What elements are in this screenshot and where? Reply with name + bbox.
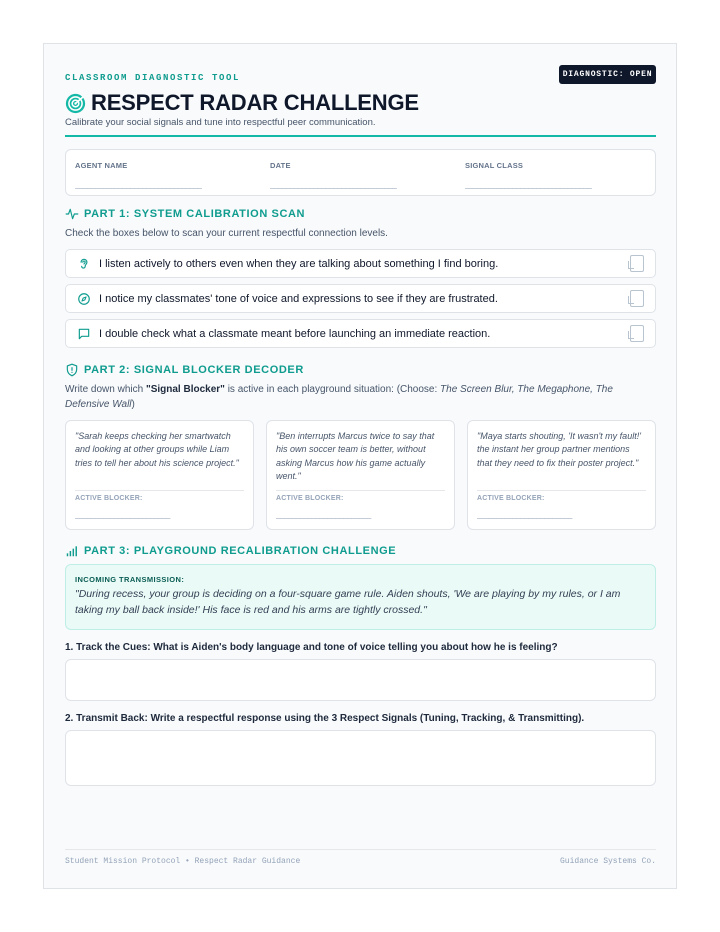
agent-name-line[interactable]: ________________________________ [75, 180, 202, 189]
part1-instructions: Check the boxes below to scan your current respectful connection levels. [65, 228, 388, 239]
checklist-item-text: I double check what a classmate meant before launching an immediate reaction. [99, 327, 491, 340]
part1-title: PART 1: SYSTEM CALIBRATION SCAN [84, 208, 306, 220]
active-blocker-label: ACTIVE BLOCKER: [477, 495, 545, 502]
card-divider [477, 490, 646, 491]
active-blocker-label: ACTIVE BLOCKER: [75, 495, 143, 502]
signal-blocker-term: "Signal Blocker" [145, 384, 225, 395]
checkbox[interactable] [630, 325, 644, 342]
card-divider [276, 490, 445, 491]
page-subtitle: Calibrate your social signals and tune into respectful peer communication. [65, 117, 376, 128]
active-blocker-answer-line[interactable]: ________________________ [477, 510, 572, 519]
question-2: 2. Transmit Back: Write a respectful response using the 3 Respect Signals (Tuning, Tracking, & Transmitting). [65, 713, 585, 724]
part3-title: PART 3: PLAYGROUND RECALIBRATION CHALLENGE [84, 545, 397, 557]
scenario-quote: "Sarah keeps checking her smartwatch and looking at other groups while Liam tries to tell her about his science project." [75, 431, 239, 468]
agent-name-label: AGENT NAME [75, 161, 128, 170]
checklist-item[interactable] [65, 284, 656, 313]
signal-bars-icon [65, 544, 79, 558]
checkbox[interactable] [630, 255, 644, 272]
active-blocker-answer-line[interactable]: ________________________ [276, 510, 371, 519]
answer-box-2[interactable] [65, 730, 656, 786]
card-divider [75, 490, 244, 491]
incoming-transmission-box [65, 564, 656, 630]
signal-class-label: SIGNAL CLASS [465, 161, 524, 170]
active-blocker-answer-line[interactable]: ________________________ [75, 510, 170, 519]
checklist-item-text: I listen actively to others even when they are talking about something I find boring. [99, 257, 499, 270]
signal-class-line[interactable]: ________________________________ [465, 180, 592, 189]
footer-left-text: Student Mission Protocol • Respect Radar Guidance [65, 857, 301, 866]
pulse-icon [65, 207, 79, 221]
signal-class-field[interactable] [465, 161, 605, 189]
part2-instructions [65, 382, 656, 412]
part2-title: PART 2: SIGNAL BLOCKER DECODER [84, 364, 304, 376]
title-row [65, 90, 419, 116]
page-title: RESPECT RADAR CHALLENGE [91, 90, 419, 115]
question-1: 1. Track the Cues: What is Aiden's body language and tone of voice telling you about how he is feeling? [65, 642, 558, 653]
date-label: DATE [270, 161, 291, 170]
diagnostic-status-badge: DIAGNOSTIC: OPEN [559, 65, 656, 84]
agent-name-field[interactable] [75, 161, 215, 189]
answer-box-1[interactable] [65, 659, 656, 701]
scenario-quote: "Ben interrupts Marcus twice to say that his own soccer team is better, without asking Marcus how his game actually went." [276, 431, 435, 481]
message-icon [77, 327, 91, 341]
compass-icon [77, 292, 91, 306]
transmission-label: INCOMING TRANSMISSION: [75, 575, 185, 584]
kicker-label: CLASSROOM DIAGNOSTIC TOOL [65, 73, 241, 83]
worksheet-page [43, 43, 677, 889]
date-field[interactable] [270, 161, 410, 189]
footer-right-text: Guidance Systems Co. [559, 857, 656, 866]
part2-instructions-text: ) [131, 399, 135, 410]
checklist-item[interactable] [65, 249, 656, 278]
part2-heading [65, 363, 304, 377]
scenario-card [467, 420, 656, 530]
blocker-options: The Screen Blur, The Megaphone, The Defensive Wall [65, 384, 613, 410]
checklist-item[interactable] [65, 319, 656, 348]
part1-heading [65, 207, 305, 221]
radar-icon [65, 93, 86, 114]
checkbox[interactable] [630, 290, 644, 307]
scenario-card [65, 420, 254, 530]
part2-instructions-text: Write down which [65, 384, 146, 395]
footer-divider [65, 849, 656, 850]
checklist-item-text: I notice my classmates' tone of voice and expressions to see if they are frustrated. [99, 292, 498, 305]
part2-instructions-text: is active in each playground situation: (Choose: [224, 384, 441, 395]
scenario-quote: "Maya starts shouting, 'It wasn't my fault!' the instant her group partner mentions that they need to fix their poster project." [477, 431, 641, 468]
ear-icon [77, 257, 91, 271]
header-divider [65, 135, 656, 137]
transmission-text: "During recess, your group is deciding on a four-square game rule. Aiden shouts, 'We are playing by my rules, or I am taking my ball back inside!' His face is red and his arms are tightly crossed." [75, 588, 621, 616]
part3-heading [65, 544, 396, 558]
date-line[interactable]: ________________________________ [270, 180, 397, 189]
active-blocker-label: ACTIVE BLOCKER: [276, 495, 344, 502]
agent-info-box [65, 149, 656, 196]
shield-icon [65, 363, 79, 377]
scenario-card [266, 420, 455, 530]
